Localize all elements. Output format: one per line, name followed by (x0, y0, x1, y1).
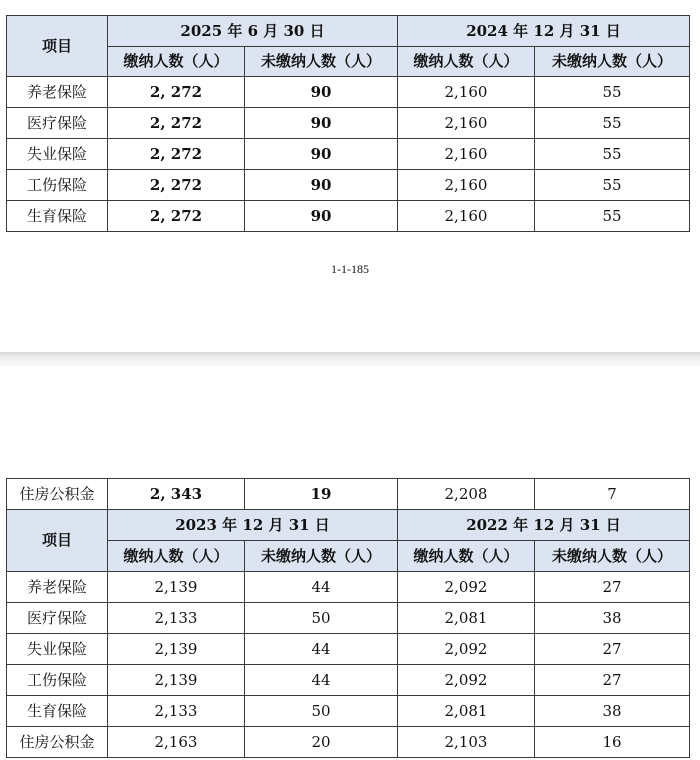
paid-count-cell: 2, 272 (108, 170, 245, 201)
unpaid-count-cell: 38 (535, 696, 690, 727)
item-name: 工伤保险 (7, 170, 108, 201)
paid-count-cell: 2, 272 (108, 77, 245, 108)
paid-count-cell: 2,092 (398, 665, 535, 696)
page-number: 1-1-185 (331, 262, 369, 276)
unpaid-count-cell: 7 (535, 479, 690, 510)
unpaid-count-cell: 44 (245, 572, 398, 603)
table-row (7, 170, 690, 201)
period-header-2024-12-31: 2024 年 12 月 31 日 (398, 16, 690, 47)
paid-count-cell: 2,160 (398, 170, 535, 201)
unpaid-count-cell: 90 (245, 108, 398, 139)
unpaid-count-cell: 55 (535, 170, 690, 201)
table-row (7, 572, 690, 603)
unpaid-count-header: 未缴纳人数（人） (535, 541, 690, 572)
item-column-header: 项目 (7, 16, 108, 77)
unpaid-count-cell: 20 (245, 727, 398, 758)
unpaid-count-cell: 55 (535, 108, 690, 139)
paid-count-header: 缴纳人数（人） (108, 541, 245, 572)
unpaid-count-header: 未缴纳人数（人） (245, 47, 398, 77)
item-name: 失业保险 (7, 139, 108, 170)
unpaid-count-cell: 44 (245, 665, 398, 696)
paid-count-header: 缴纳人数（人） (108, 47, 245, 77)
paid-count-cell: 2,092 (398, 634, 535, 665)
item-name: 医疗保险 (7, 603, 108, 634)
table-row (7, 634, 690, 665)
paid-count-cell: 2,160 (398, 201, 535, 232)
unpaid-count-cell: 55 (535, 139, 690, 170)
paid-count-cell: 2,133 (108, 696, 245, 727)
unpaid-count-cell: 27 (535, 665, 690, 696)
unpaid-count-header: 未缴纳人数（人） (535, 47, 690, 77)
paid-count-cell: 2,139 (108, 572, 245, 603)
period-header-2025-06-30: 2025 年 6 月 30 日 (108, 16, 398, 47)
unpaid-count-cell: 16 (535, 727, 690, 758)
paid-count-header: 缴纳人数（人） (398, 541, 535, 572)
social-insurance-table-2025-2024 (6, 15, 690, 232)
item-name: 住房公积金 (7, 479, 108, 510)
unpaid-count-cell: 19 (245, 479, 398, 510)
paid-count-cell: 2, 343 (108, 479, 245, 510)
table-subheader-row (7, 47, 690, 77)
unpaid-count-cell: 27 (535, 572, 690, 603)
unpaid-count-cell: 55 (535, 77, 690, 108)
table-row (7, 201, 690, 232)
table-row (7, 108, 690, 139)
unpaid-count-cell: 90 (245, 139, 398, 170)
paid-count-cell: 2,133 (108, 603, 245, 634)
paid-count-cell: 2,081 (398, 603, 535, 634)
table-header-row (7, 510, 690, 541)
table-row (7, 603, 690, 634)
table-row (7, 696, 690, 727)
period-header-2022-12-31: 2022 年 12 月 31 日 (398, 510, 690, 541)
item-name: 住房公积金 (7, 727, 108, 758)
unpaid-count-cell: 50 (245, 696, 398, 727)
paid-count-cell: 2, 272 (108, 201, 245, 232)
paid-count-cell: 2, 272 (108, 139, 245, 170)
paid-count-cell: 2,160 (398, 108, 535, 139)
unpaid-count-header: 未缴纳人数（人） (245, 541, 398, 572)
paid-count-cell: 2,163 (108, 727, 245, 758)
social-insurance-table-2023-2022 (6, 478, 690, 758)
paid-count-cell: 2,103 (398, 727, 535, 758)
item-name: 养老保险 (7, 77, 108, 108)
unpaid-count-cell: 50 (245, 603, 398, 634)
item-name: 工伤保险 (7, 665, 108, 696)
paid-count-cell: 2,139 (108, 634, 245, 665)
paid-count-cell: 2,160 (398, 139, 535, 170)
document-page-top (0, 0, 700, 352)
page-break (0, 352, 700, 366)
paid-count-cell: 2,160 (398, 77, 535, 108)
unpaid-count-cell: 90 (245, 170, 398, 201)
item-name: 生育保险 (7, 201, 108, 232)
paid-count-header: 缴纳人数（人） (398, 47, 535, 77)
table-row (7, 727, 690, 758)
table-subheader-row (7, 541, 690, 572)
item-name: 失业保险 (7, 634, 108, 665)
period-header-2023-12-31: 2023 年 12 月 31 日 (108, 510, 398, 541)
item-name: 生育保险 (7, 696, 108, 727)
item-name: 医疗保险 (7, 108, 108, 139)
unpaid-count-cell: 27 (535, 634, 690, 665)
paid-count-cell: 2,139 (108, 665, 245, 696)
unpaid-count-cell: 38 (535, 603, 690, 634)
item-name: 养老保险 (7, 572, 108, 603)
paid-count-cell: 2, 272 (108, 108, 245, 139)
table-row (7, 665, 690, 696)
item-column-header: 项目 (7, 510, 108, 572)
paid-count-cell: 2,081 (398, 696, 535, 727)
table-row (7, 77, 690, 108)
paid-count-cell: 2,092 (398, 572, 535, 603)
unpaid-count-cell: 44 (245, 634, 398, 665)
unpaid-count-cell: 90 (245, 201, 398, 232)
table-row (7, 479, 690, 510)
unpaid-count-cell: 90 (245, 77, 398, 108)
table-row (7, 139, 690, 170)
unpaid-count-cell: 55 (535, 201, 690, 232)
table-header-row (7, 16, 690, 47)
paid-count-cell: 2,208 (398, 479, 535, 510)
